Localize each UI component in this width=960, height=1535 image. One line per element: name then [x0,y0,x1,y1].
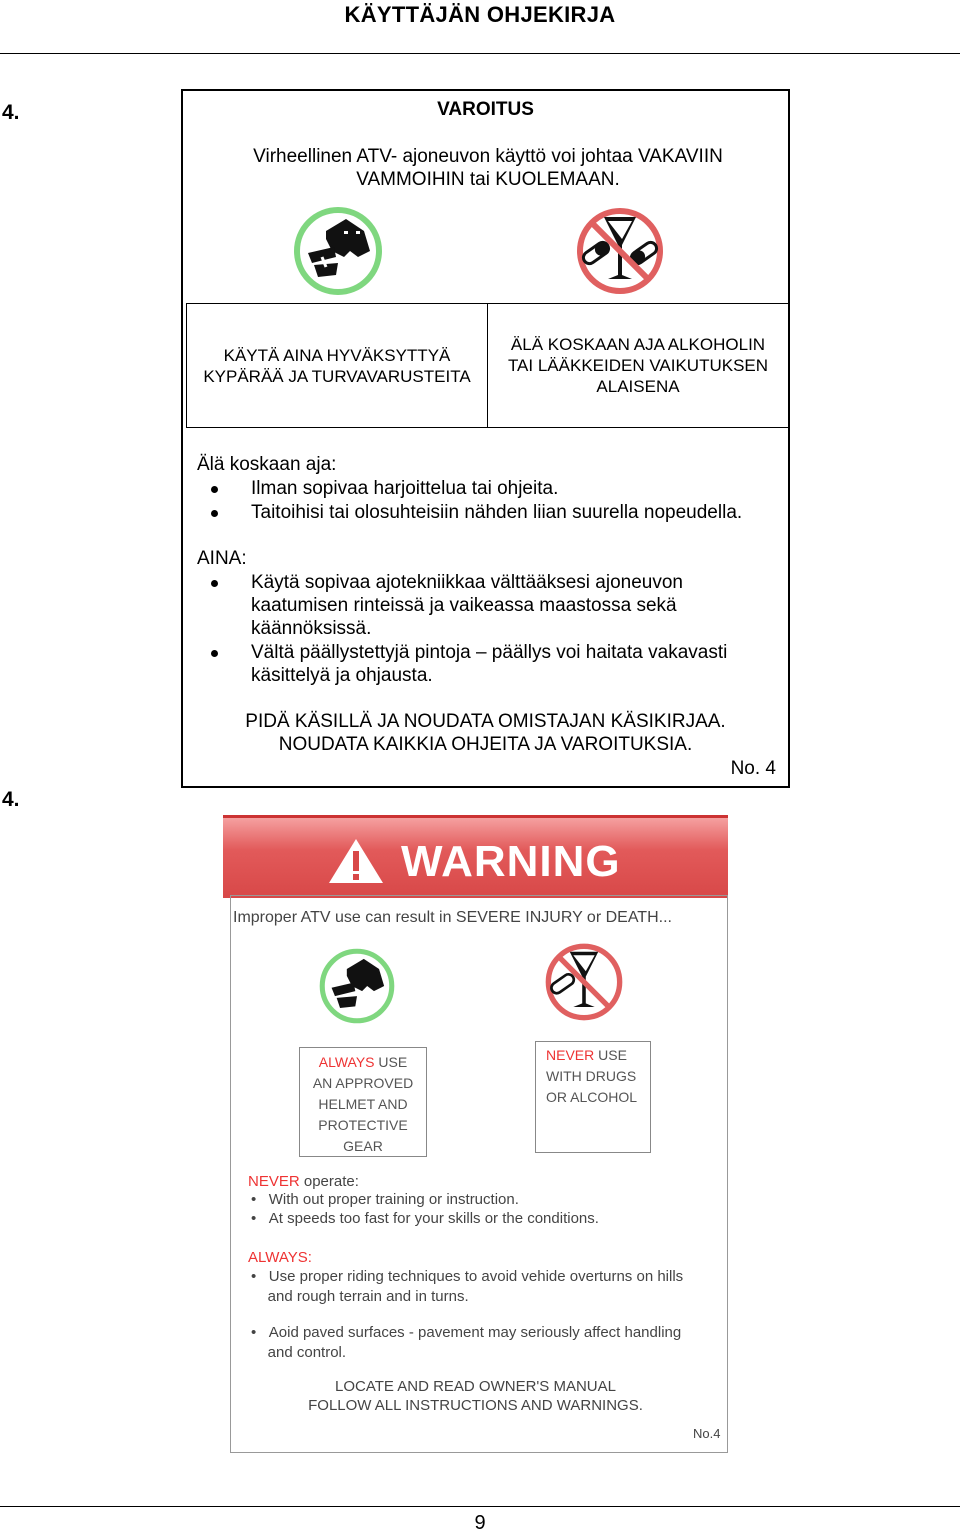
warning-intro: Virheellinen ATV- ajoneuvon käyttö voi johtaa VAKAVIIN VAMMOIHIN tai KUOLEMAAN. [253,146,723,190]
no-drugs-alcohol-icon [574,205,666,297]
helmet-mandatory-icon [318,947,396,1025]
page-number: 9 [474,1512,486,1534]
sticker-intro: Improper ATV use can result in SEVERE INJURY or DEATH... [233,909,672,926]
bullet-icon [211,486,218,493]
footer-rule [0,1506,960,1507]
helmet-mandatory-icon [292,205,384,297]
sticker-always-item: • Aoid paved surfaces - pavement may seriously affect handling and control. [251,1324,682,1361]
sticker-footer-line-2: FOLLOW ALL INSTRUCTIONS AND WARNINGS. [308,1397,643,1414]
footer-line-2: NOUDATA KAIKKIA OHJEITA JA VAROITUKSIA. [278,734,693,755]
no-drugs-alcohol-icon [543,941,625,1023]
cell-helmet-instruction: KÄYTÄ AINA HYVÄKSYTTYÄ KYPÄRÄÄ JA TURVAVARUSTEITA [203,345,471,386]
sticker-box-never: NEVER USE WITH DRUGS OR ALCOHOL [535,1041,651,1153]
bullet-icon [211,580,218,587]
sticker-label-number: No.4 [693,1426,721,1441]
warning-triangle-icon [327,837,385,885]
never-label: Älä koskaan aja: [197,454,337,475]
bullet-icon [211,510,218,517]
section-number-second: 4. [2,788,20,811]
header-rule [0,53,960,54]
section-number: 4. [2,101,20,124]
bullet-icon [211,650,218,657]
sticker-always-label: ALWAYS: [248,1249,312,1266]
sticker-never-item: • At speeds too fast for your skills or the conditions. [251,1210,599,1227]
sticker-always-item: • Use proper riding techniques to avoid vehide overturns on hills and rough terrain and in turns. [251,1268,684,1305]
warning-heading: VAROITUS [437,99,534,120]
always-label: AINA: [197,548,247,569]
english-warning-label-image [223,815,731,1455]
page-title: KÄYTTÄJÄN OHJEKIRJA [344,2,616,27]
cell-no-alcohol-instruction: ÄLÄ KOSKAAN AJA ALKOHOLIN TAI LÄÄKKEIDEN VAIKUTUKSEN ALAISENA [487,304,788,427]
label-number: No. 4 [730,758,776,779]
sticker-never-label: NEVER operate: [248,1173,359,1190]
instruction-table [186,303,789,428]
sticker-footer-line-1: LOCATE AND READ OWNER'S MANUAL [335,1378,616,1395]
warning-title: WARNING [401,837,621,886]
sticker-box-always: ALWAYS USE AN APPROVED HELMET AND PROTECTIVE GEAR [299,1047,427,1157]
finnish-warning-box: VAROITUS Virheellinen ATV- ajoneuvon käyttö voi johtaa VAKAVIIN VAMMOIHIN tai KUOLEMAAN. KÄYTÄ AINA HYVÄKSYTTYÄ KYPÄRÄÄ JA TURVAVARUSTEITA ÄLÄ KOSKAAN AJA ALKOHOLIN TAI LÄÄKKEIDEN VAIKUTUKSEN ALAISENA Älä koskaan aja: Ilman sopivaa harjoittelua tai ohjeita. Taitoihisi tai olosuhteisiin nähden liian suurella nopeudella. AINA: Käytä sopivaa ajotekniikkaa välttääksesi ajoneuvon kaatumisen rinteissä ja vaikeassa maastossa sekä käännöksissä. Vältä päällystettyjä pintoja – päällys voi haitata vakavasti käsittelyä ja ohjausta. PIDÄ KÄSILLÄ JA NOUDATA OMISTAJAN KÄSIKIRJAA. NOUDATA KAIKKIA OHJEITA JA VAROITUKSIA. No. 4 [181,89,790,788]
sticker-never-item: • With out proper training or instruction. [251,1191,519,1208]
footer-line-1: PIDÄ KÄSILLÄ JA NOUDATA OMISTAJAN KÄSIKIRJAA. [245,711,726,732]
